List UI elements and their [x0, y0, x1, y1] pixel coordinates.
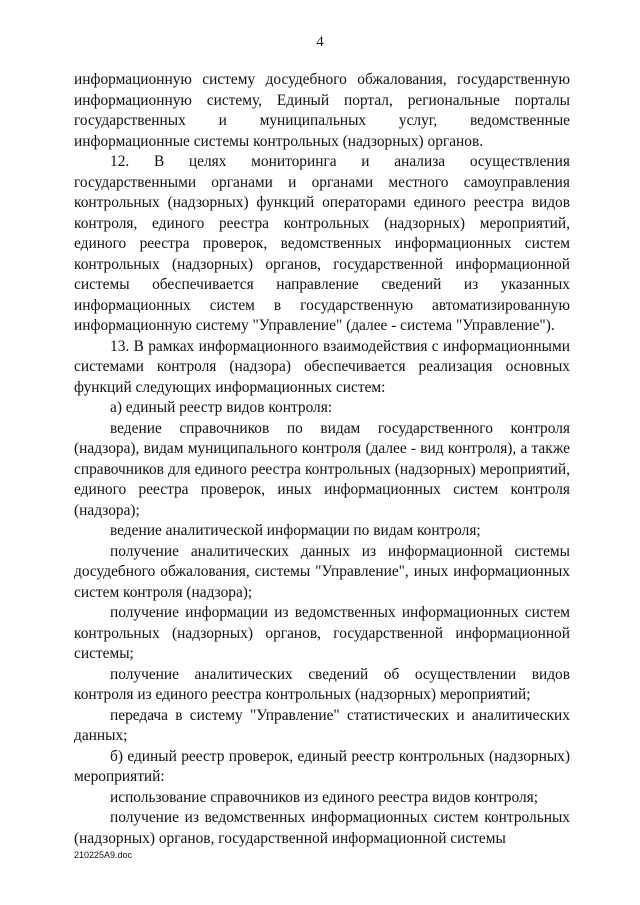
footer-file-code: 210225A9.doc [74, 850, 133, 860]
paragraph: передача в систему "Управление" статистических и аналитических данных; [74, 706, 570, 744]
paragraph: получение аналитических данных из информационной системы досудебного обжалования, системы "Управление", иных информационных систем контроля (надзора); [74, 542, 570, 601]
paragraph: получение из ведомственных информационных систем контрольных (надзорных) органов, государственной информационной системы [74, 809, 570, 847]
paragraph: ведение справочников по видам государственного контроля (надзора), видам муниципального контроля (далее - вид контроля), а также справочников для единого реестра контрольных (надзорных) мероприятий, единого реестра проверок, иных информационных систем контроля (надзора); [74, 419, 570, 519]
paragraph: получение аналитических сведений об осуществлении видов контроля из единого реестра контрольных (надзорных) мероприятий; [74, 665, 570, 703]
paragraph: получение информации из ведомственных информационных систем контрольных (надзорных) органов, государственной информационной системы; [74, 604, 570, 662]
paragraph: а) единый реестр видов контроля: [110, 399, 333, 416]
paragraph: информационную систему досудебного обжалования, государственную информационную систему, Единый портал, региональные порталы государственных и муниципальных услуг, ведомственные информационные системы контрольных (надзорных) органов. [74, 71, 570, 150]
paragraph: ведение аналитической информации по видам контроля; [110, 522, 481, 539]
document-body [74, 70, 570, 849]
paragraph: использование справочников из единого реестра видов контроля; [110, 788, 539, 806]
paragraph: б) единый реестр проверок, единый реестр контрольных (надзорных) мероприятий: [74, 747, 570, 785]
paragraph: 12. В целях мониторинга и анализа осуществления государственными органами и органами местного самоуправления контрольных (надзорных) функций операторами единого реестра видов контроля, единого реестра контрольных (надзорных) мероприятий, единого реестра проверок, ведомственных информационных систем контрольных (надзорных) органов, государственной информационной системы обеспечивается направление сведений из указанных информационных систем в государственную автоматизированную информационную систему "Управление" (далее - система "Управление"). [74, 153, 570, 334]
paragraph: 13. В рамках информационного взаимодействия с информационными системами контроля (надзора) обеспечивается реализация основных функций следующих информационных систем: [74, 337, 570, 396]
page-number: 4 [316, 34, 324, 50]
